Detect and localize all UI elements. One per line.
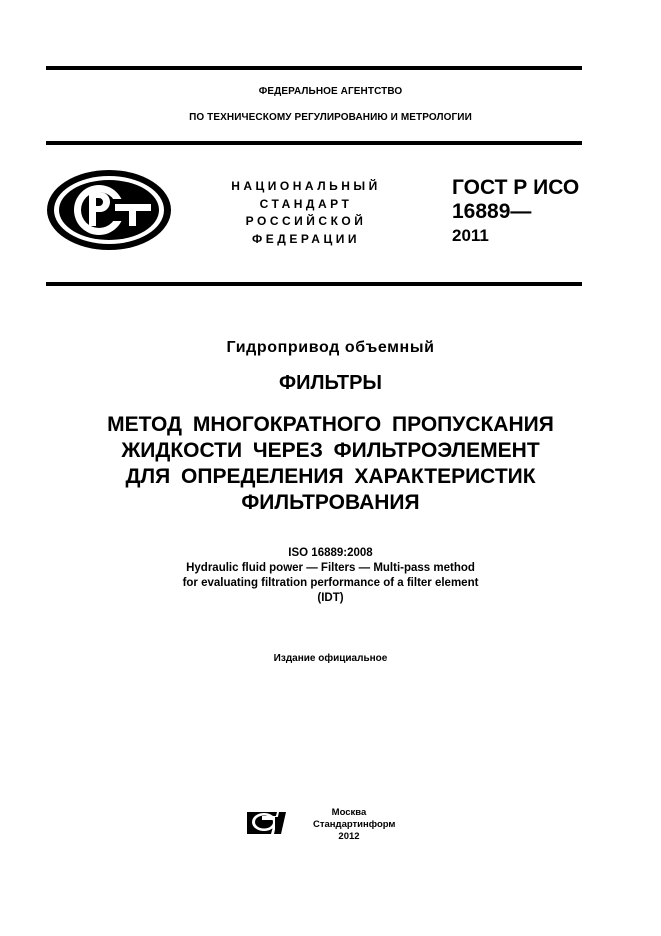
description-line-4: ФИЛЬТРОВАНИЯ bbox=[241, 491, 420, 514]
description-line-1: МЕТОД МНОГОКРАТНОГО ПРОПУСКАНИЯ bbox=[107, 413, 554, 436]
iso-number: ISO 16889:2008 bbox=[288, 547, 373, 559]
top-rule bbox=[46, 66, 582, 70]
publisher-name: Стандартинформ bbox=[313, 819, 396, 830]
header-rule bbox=[46, 141, 582, 145]
standartinform-logo-icon bbox=[245, 808, 287, 841]
national-line-1: НАЦИОНАЛЬНЫЙ bbox=[231, 179, 381, 193]
national-line-2: СТАНДАРТ bbox=[259, 196, 353, 211]
gost-designation-line-2: 16889— bbox=[452, 200, 532, 223]
gost-designation-year: 2011 bbox=[452, 226, 489, 245]
iso-english-line-2: for evaluating filtration performance of a filter element bbox=[182, 577, 479, 589]
description-line-2: ЖИДКОСТИ ЧЕРЕЗ ФИЛЬТРОЭЛЕМЕНТ bbox=[121, 439, 540, 462]
publisher-block bbox=[313, 807, 396, 843]
gost-designation-line-1: ГОСТ Р ИСО bbox=[452, 176, 580, 199]
gost-designation bbox=[452, 176, 579, 248]
iso-reference bbox=[0, 546, 661, 606]
iso-english-line-1: Hydraulic fluid power — Filters — Multi-pass method bbox=[186, 562, 475, 574]
middle-rule bbox=[46, 282, 582, 286]
document-description bbox=[0, 412, 661, 516]
rst-certification-mark-icon bbox=[45, 168, 173, 257]
national-standard-text bbox=[206, 178, 406, 248]
publisher-city: Москва bbox=[331, 807, 367, 818]
document-title: ФИЛЬТРЫ bbox=[279, 372, 382, 394]
agency-line-2: ПО ТЕХНИЧЕСКОМУ РЕГУЛИРОВАНИЮ И МЕТРОЛОГИИ bbox=[189, 112, 472, 123]
national-line-4: ФЕДЕРАЦИИ bbox=[252, 231, 360, 246]
iso-english-line-3: (IDT) bbox=[317, 592, 344, 604]
publisher-year: 2012 bbox=[338, 831, 360, 842]
agency-line-1: ФЕДЕРАЛЬНОЕ АГЕНТСТВО bbox=[258, 86, 403, 97]
description-line-3: ДЛЯ ОПРЕДЕЛЕНИЯ ХАРАКТЕРИСТИК bbox=[125, 465, 536, 488]
edition-label: Издание официальное bbox=[273, 653, 388, 664]
national-line-3: РОССИЙСКОЙ bbox=[245, 214, 367, 228]
document-subtitle: Гидропривод объемный bbox=[226, 339, 435, 356]
